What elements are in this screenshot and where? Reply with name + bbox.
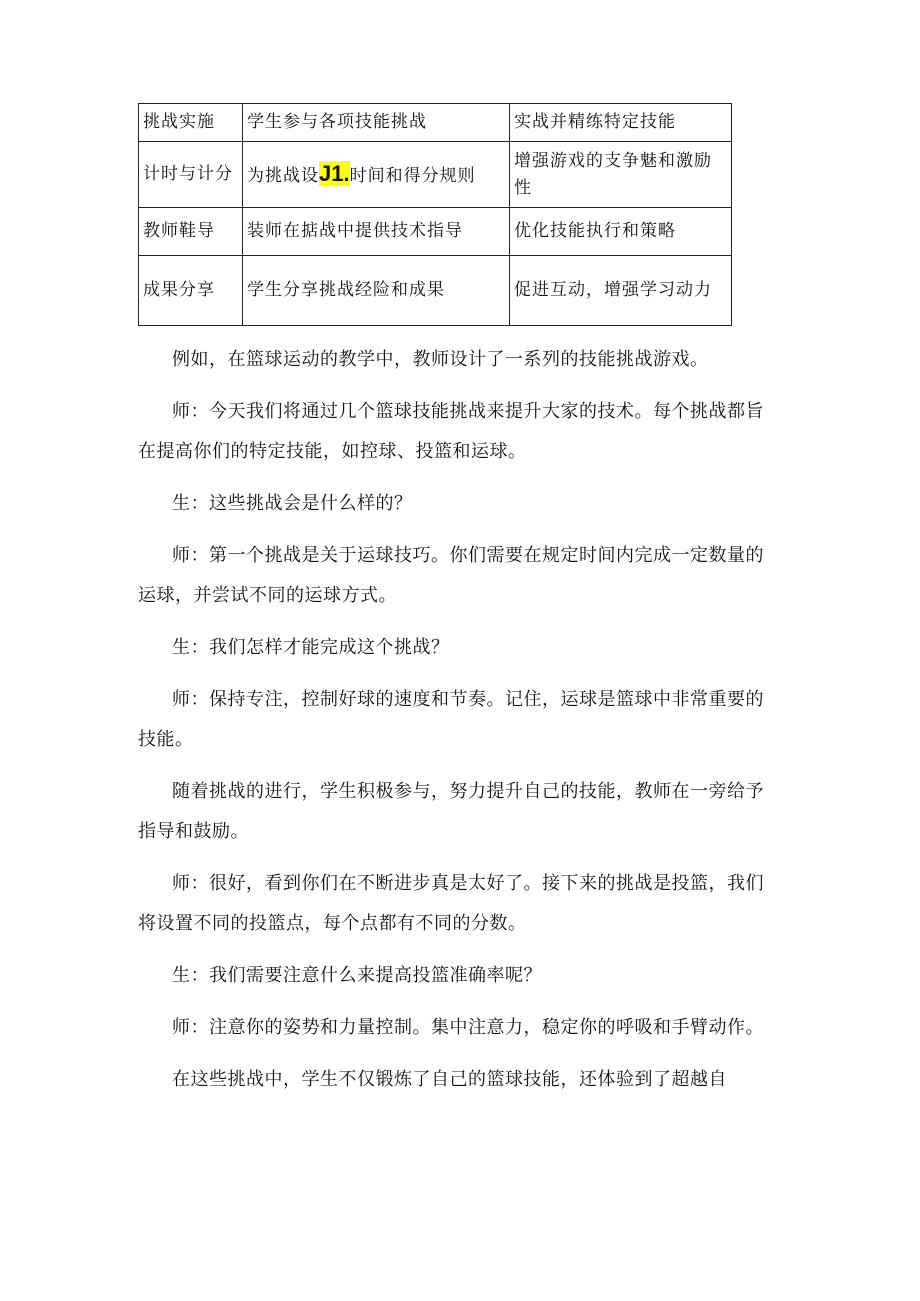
table-cell: 促进互动，增强学习动力: [510, 256, 732, 326]
paragraph: 师：很好，看到你们在不断进步真是太好了。接下来的挑战是投篮，我们将设置不同的投篮点，每个点都有不同的分数。: [138, 873, 764, 934]
paragraph: 师：注意你的姿势和力量控制。集中注意力，稳定你的呼吸和手臂动作。: [172, 1017, 764, 1038]
table-cell: 装师在掂战中提供技术指导: [243, 208, 510, 256]
paragraph: 师：今天我们将通过几个篮球技能挑战来提升大家的技术。每个挑战都旨在提高你们的特定技能，如控球、投篮和运球。: [138, 401, 764, 462]
paragraph: 师：保持专注，控制好球的速度和节奏。记住，运球是篮球中非常重要的技能。: [138, 689, 764, 750]
paragraph: 生：我们需要注意什么来提高投篮准确率呢？: [172, 965, 542, 986]
table-row: [139, 256, 732, 326]
table-cell: 增强游戏的支争魅和激励性: [510, 142, 732, 208]
paragraph: 随着挑战的进行，学生积极参与，努力提升自己的技能，教师在一旁给予指导和鼓励。: [138, 781, 764, 842]
skills-table: [138, 103, 732, 326]
table-cell: 教师鞋导: [139, 208, 243, 256]
highlight-mark: J1.: [319, 160, 350, 186]
cell-text: 为挑战设: [247, 165, 319, 186]
table-cell: 实战并精练特定技能: [510, 104, 732, 142]
paragraph: 例如，在篮球运动的教学中，教师设计了一系列的技能挑战游戏。: [172, 349, 709, 370]
table-cell: 学生参与各项技能挑战: [243, 104, 510, 142]
table-cell: [243, 142, 510, 208]
paragraph: 生：这些挑战会是什么样的？: [172, 493, 413, 514]
table-row: [139, 142, 732, 208]
table-cell: 成果分享: [139, 256, 243, 326]
paragraph: 生：我们怎样才能完成这个挑战？: [172, 637, 450, 658]
paragraph: 师：第一个挑战是关于运球技巧。你们需要在规定时间内完成一定数量的运球，并尝试不同的运球方式。: [138, 545, 764, 606]
table-row: [139, 104, 732, 142]
cell-text: 时间和得分规则: [349, 165, 476, 186]
table-cell: 挑战实施: [139, 104, 243, 142]
body-text: [138, 340, 778, 1112]
table-cell: 计时与计分: [139, 142, 243, 208]
table-row: [139, 208, 732, 256]
paragraph: 在这些挑战中，学生不仅锻炼了自己的篮球技能，还体验到了超越自: [172, 1069, 727, 1090]
table-cell: 学生分享挑战经险和成果: [243, 256, 510, 326]
table-cell: 优化技能执行和策略: [510, 208, 732, 256]
